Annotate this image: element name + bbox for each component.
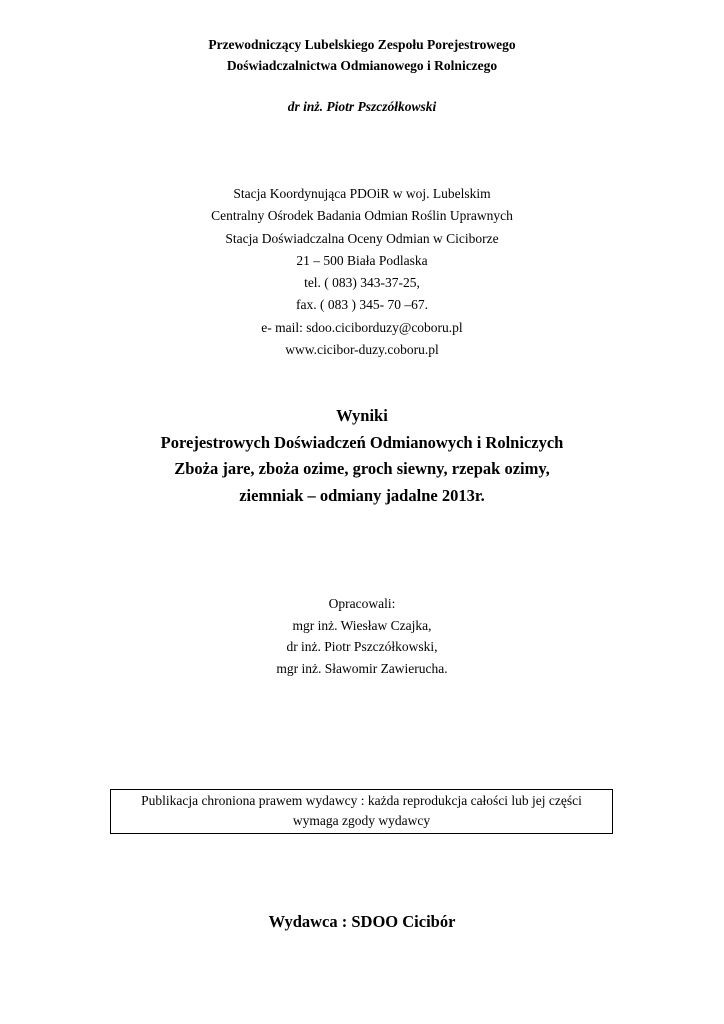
contact-line: 21 – 500 Biała Podlaska bbox=[296, 252, 428, 268]
header-line: Przewodniczący Lubelskiego Zespołu Porejestrowego bbox=[208, 37, 516, 52]
title-line: Zboża jare, zboża ozime, groch siewny, rzepak ozimy, bbox=[174, 459, 550, 479]
title-line: ziemniak – odmiany jadalne 2013r. bbox=[239, 486, 485, 506]
header-line: Doświadczalnictwa Odmianowego i Rolniczego bbox=[226, 58, 498, 73]
header-block bbox=[0, 34, 724, 76]
document-title bbox=[0, 403, 724, 510]
authors-block bbox=[0, 593, 724, 680]
contact-line: Stacja Doświadczalna Oceny Odmian w Ciciborze bbox=[225, 230, 499, 246]
author-entry: mgr inż. Wiesław Czajka, bbox=[292, 617, 432, 633]
author-line: dr inż. Piotr Pszczółkowski bbox=[287, 99, 437, 114]
author-name bbox=[0, 97, 724, 117]
copyright-notice-box bbox=[110, 789, 613, 834]
title-line: Porejestrowych Doświadczeń Odmianowych i Rolniczych bbox=[160, 432, 564, 452]
contact-line: Stacja Koordynująca PDOiR w woj. Lubelskim bbox=[233, 186, 491, 201]
notice-line: wymaga zgody wydawcy bbox=[292, 813, 431, 828]
publisher-line bbox=[0, 911, 724, 933]
contact-website: www.cicibor-duzy.coboru.pl bbox=[285, 342, 439, 358]
publisher-text: Wydawca : SDOO Cicibór bbox=[268, 912, 456, 931]
title-line: Wyniki bbox=[336, 406, 388, 425]
contact-block bbox=[0, 183, 724, 361]
author-entry: mgr inż. Sławomir Zawierucha. bbox=[276, 661, 448, 677]
contact-fax: fax. ( 083 ) 345- 70 –67. bbox=[296, 297, 428, 313]
contact-phone: tel. ( 083) 343-37-25, bbox=[304, 275, 420, 291]
author-entry: dr inż. Piotr Pszczółkowski, bbox=[286, 639, 438, 655]
authors-heading: Opracowali: bbox=[328, 596, 396, 611]
contact-line: Centralny Ośrodek Badania Odmian Roślin Uprawnych bbox=[211, 208, 513, 224]
notice-line: Publikacja chroniona prawem wydawcy : każda reprodukcja całości lub jej części bbox=[141, 793, 582, 808]
contact-email: e- mail: sdoo.ciciborduzy@coboru.pl bbox=[261, 319, 463, 335]
